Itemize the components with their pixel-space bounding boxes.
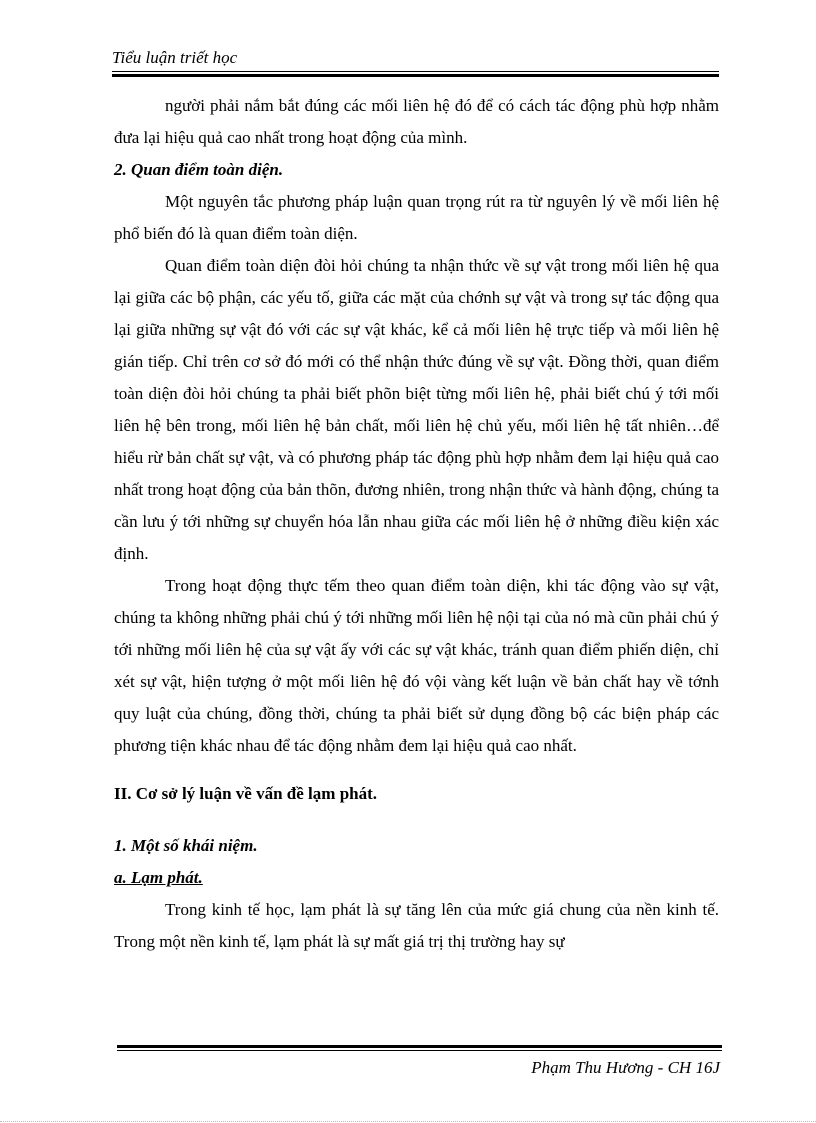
page-bottom-divider [0,1121,816,1122]
paragraph-comprehensive-requirements: Quan điểm toàn diện đòi hỏi chúng ta nhận thức về sự vật trong mối liên hệ qua lại giữa các bộ phận, các yếu tố, giữa các mặt của chớnh sự vật và trong sự tác động qua lại giữa những sự vật đó với các sự vật khác, kể cả mối liên hệ trực tiếp và mối liên hệ gián tiếp. Chỉ trên cơ sở đó mới có thể nhận thức đúng về sự vật. Đồng thời, quan điểm toàn diện đòi hỏi chúng ta phải biết phõn biệt từng mối liên hệ, phải biết chú ý tới mối liên hệ bên trong, mối liên hệ bản chất, mối liên hệ chủ yếu, mối liên hệ tất nhiên…để hiểu rừ bản chất sự vật, và có phương pháp tác động phù hợp nhằm đem lại hiệu quả cao nhất trong hoạt động của bản thõn, đương nhiên, trong nhận thức và hành động, chúng ta cần lưu ý tới những sự chuyển hóa lẫn nhau giữa các mối liên hệ ở những điều kiện xác định. [114,256,719,563]
paragraph-intro: người phải nắm bắt đúng các mối liên hệ đó để có cách tác động phù hợp nhằm đưa lại hiệu quả cao nhất trong hoạt động của mình. [114,96,719,147]
document-body [114,90,719,958]
subsection-heading-inflation: a. Lạm phát. [114,868,203,887]
page-footer [117,1045,722,1080]
header-rule-thin [112,71,719,72]
header-rule-thick [112,74,719,77]
section-heading-comprehensive-view: 2. Quan điểm toàn diện. [114,160,284,179]
paragraph-principle: Một nguyên tắc phương pháp luận quan trọng rút ra từ nguyên lý về mối liên hệ phổ biến đó là quan điểm toàn diện. [114,192,719,243]
paragraph-practice: Trong hoạt động thực tếm theo quan điểm toàn diện, khi tác động vào sự vật, chúng ta không những phải chú ý tới những mối liên hệ nội tại của nó mà cũn phải chú ý tới những mối liên hệ của sự vật ấy với các sự vật khác, tránh quan điểm phiến diện, chỉ xét sự vật, hiện tượng ở một mối liên hệ đó vội vàng kết luận về bản chất hay về tớnh quy luật của chúng, đồng thời, chúng ta phải biết sử dụng đồng bộ các biện pháp các phương tiện khác nhau để tác động nhằm đem lại hiệu quả cao nhất. [114,576,719,755]
footer-rule-thin [117,1050,722,1051]
paragraph-inflation-definition: Trong kinh tế học, lạm phát là sự tăng lên của mức giá chung của nền kinh tế. Trong một nền kinh tế, lạm phát là sự mất giá trị thị trường hay sự [114,900,719,951]
section-heading-inflation-theory: II. Cơ sở lý luận về vấn đề lạm phát. [114,784,378,803]
footer-author: Phạm Thu Hương - CH 16J [531,1058,720,1077]
subsection-heading-concepts: 1. Một số khái niệm. [114,836,258,855]
header-title: Tiểu luận triết học [112,48,238,67]
footer-rule-thick [117,1045,722,1048]
page-header [112,46,719,77]
